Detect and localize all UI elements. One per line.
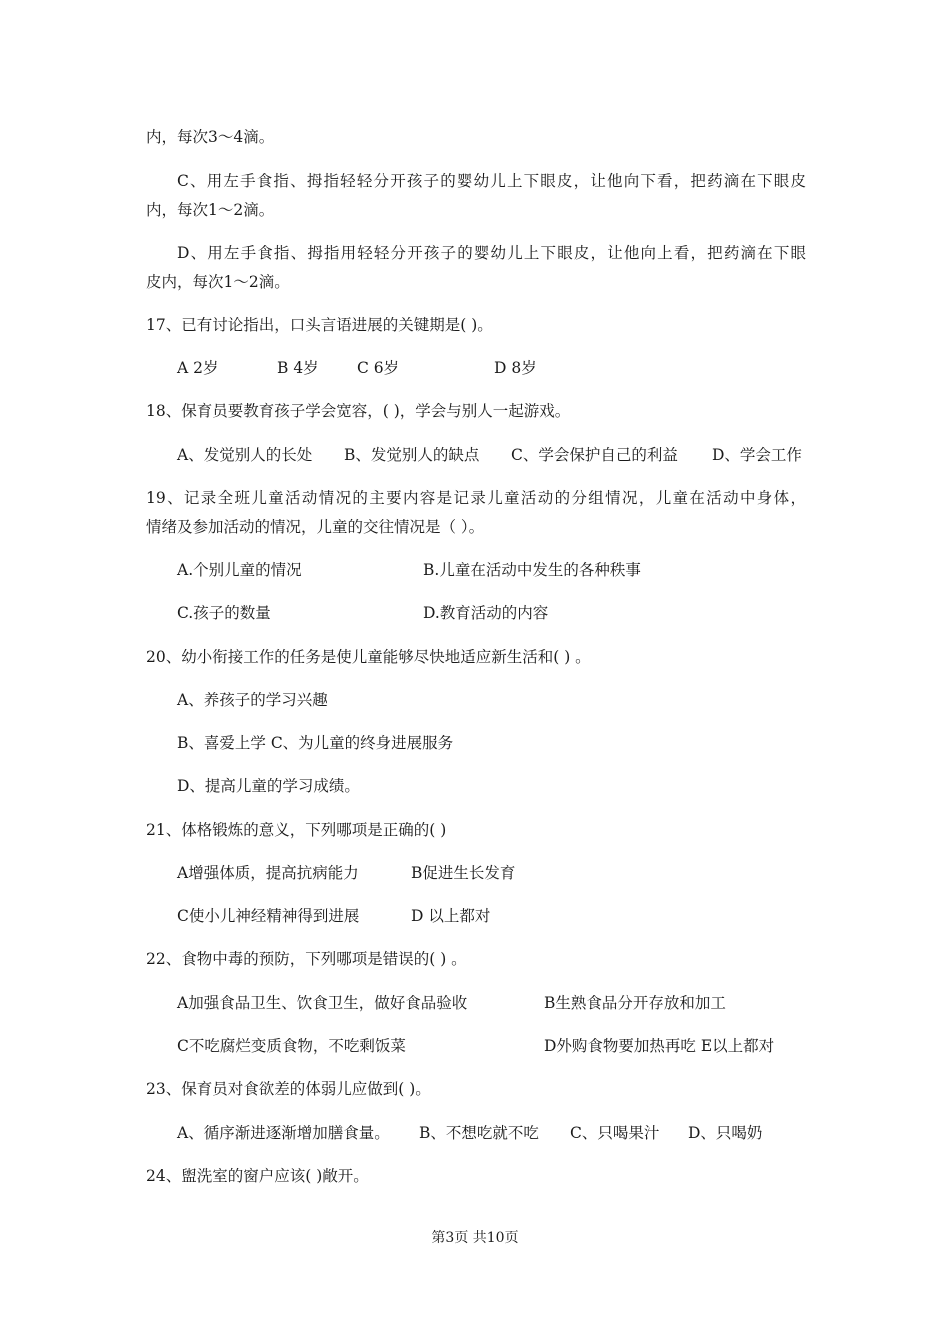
q19-option-c: C.孩子的数量 [177,604,271,622]
q22-option-b: B生熟食品分开存放和加工 [544,994,726,1012]
q20-option-a: A、养孩子的学习兴趣 [177,691,328,709]
q19-option-b: B.儿童在活动中发生的各种秩事 [423,561,641,579]
question-21: 21、体格锻炼的意义，下列哪项是正确的( ) [146,821,447,839]
question-20: 20、幼小衔接工作的任务是使儿童能够尽快地适应新生活和( ) 。 [146,648,591,666]
q18-option-c: C、学会保护自己的利益 [511,446,678,464]
page-footer: 第3页 共10页 [431,1230,519,1246]
q23-option-a: A、循序渐进逐渐增加膳食量。 [177,1124,390,1142]
option-c-text: C、用左手食指、拇指轻轻分开孩子的婴幼儿上下眼皮，让他向下看，把药滴在下眼皮 [177,172,806,190]
q21-option-b: B促进生长发育 [411,864,516,882]
q17-option-b: B 4岁 [277,359,319,377]
q21-option-c: C使小儿神经精神得到进展 [177,907,360,925]
question-23: 23、保育员对食欲差的体弱儿应做到( )。 [146,1080,431,1098]
q19-option-a: A.个别儿童的情况 [177,561,302,579]
q19-option-d: D.教育活动的内容 [423,604,549,622]
question-18: 18、保育员要教育孩子学会宽容，( )，学会与别人一起游戏。 [146,402,571,420]
q17-option-c: C 6岁 [357,359,400,377]
q21-option-a: A增强体质，提高抗病能力 [177,864,359,882]
q23-option-c: C、只喝果汁 [570,1124,660,1142]
option-d-text: D、用左手食指、拇指用轻轻分开孩子的婴幼儿上下眼皮，让他向上看，把药滴在下眼 [177,244,806,262]
text-line: 皮内，每次1～2滴。 [146,273,290,291]
text-line: 内，每次3～4滴。 [146,128,275,146]
q18-option-a: A、发觉别人的长处 [177,446,313,464]
q22-option-de: D外购食物要加热再吃 E以上都对 [544,1037,775,1055]
text-line: 情绪及参加活动的情况，儿童的交往情况是（ ）。 [146,518,485,536]
question-17: 17、已有讨论指出，口头言语进展的关键期是( )。 [146,316,493,334]
q20-option-bc: B、喜爱上学 C、为儿童的终身进展服务 [177,734,454,752]
q22-option-c: C不吃腐烂变质食物，不吃剩饭菜 [177,1037,406,1055]
text-line: 内，每次1～2滴。 [146,201,275,219]
q18-option-d: D、学会工作 [712,446,802,464]
q21-option-d: D 以上都对 [411,907,491,925]
question-24: 24、盥洗室的窗户应该( )敞开。 [146,1167,369,1185]
question-19: 19、记录全班儿童活动情况的主要内容是记录儿童活动的分组情况，儿童在活动中身体， [146,489,806,507]
q17-option-d: D 8岁 [494,359,537,377]
q23-option-b: B、不想吃就不吃 [419,1124,539,1142]
q18-option-b: B、发觉别人的缺点 [344,446,480,464]
q22-option-a: A加强食品卫生、饮食卫生，做好食品验收 [177,994,468,1012]
q17-option-a: A 2岁 [177,359,219,377]
q23-option-d: D、只喝奶 [688,1124,763,1142]
question-22: 22、食物中毒的预防，下列哪项是错误的( ) 。 [146,950,467,968]
q20-option-d: D、提高儿童的学习成绩。 [177,777,360,795]
